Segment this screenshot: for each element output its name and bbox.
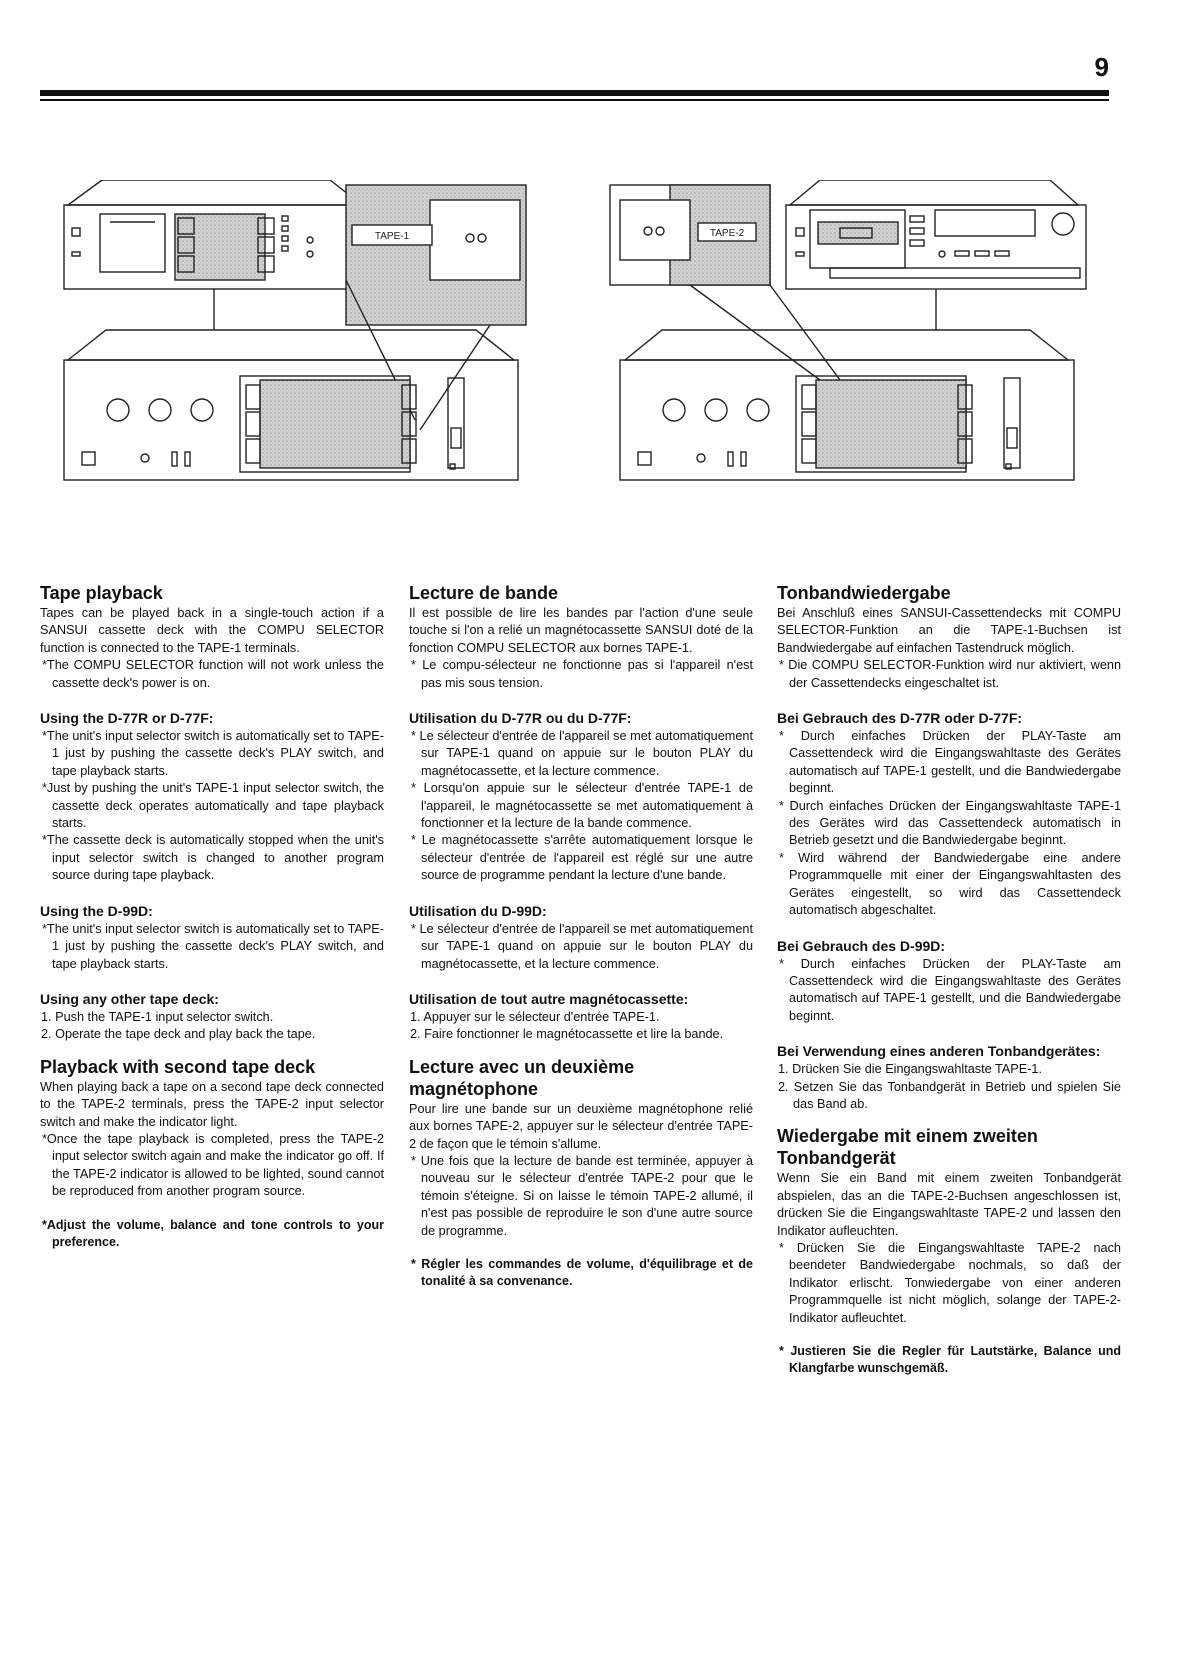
list-item: *The unit's input selector switch is automatically set to TAPE-1 just by pushing the cassette deck's PLAY switch, and tape playback starts. [42,921,384,971]
column-german [777,582,1121,1378]
section-title: Tape playback [40,583,163,603]
final-note: * Justieren Sie die Regler für Lautstärke, Balance und Klangfarbe wunschgemäß. [779,1344,1121,1376]
note: *The COMPU SELECTOR function will not work unless the cassette deck's power is on. [42,658,384,690]
note: *Once the tape playback is completed, press the TAPE-2 input selector switch again and make the indicator go off. If the TAPE-2 indicator is allowed to be lighted, sound cannot be reproduced from another program source. [42,1131,384,1199]
section-title: Lecture de bande [409,583,559,603]
list-item: 2. Operate the tape deck and play back the tape. [41,1027,316,1042]
cassette-deck-left [64,180,364,289]
list-item: * Le sélecteur d'entrée de l'appareil se met automatiquement sur TAPE-1 quand on appuie sur le bouton PLAY du magnétocassette, et la lecture commence. [411,921,753,971]
paragraph: Pour lire une bande sur un deuxième magnétophone relié aux bornes TAPE-2, appuyer sur le sélecteur d'entrée TAPE-2 de façon que le témoin s'allume. [409,1101,753,1151]
zoom-inset-left [346,185,526,325]
paragraph: Bei Anschluß eines SANSUI-Cassettendecks mit COMPU SELECTOR-Funktion an die TAPE-1-Buchsen ist Bandwiedergabe auf einfachen Tastendruck möglich. [777,606,1121,655]
list-item: * Durch einfaches Drücken der PLAY-Taste am Cassettendeck wird die Eingangswahltaste des Gerätes automatisch auf TAPE-1 gestellt, und die Bandwiedergabe beginnt. [779,956,1121,1023]
subheading: Bei Gebrauch des D-99D: [777,937,946,954]
connection-illustration [50,180,1130,530]
note: * Le compu-sélecteur ne fonctionne pas si l'appareil n'est pas mis sous tension. [411,658,753,690]
amplifier-left [64,330,518,480]
list-item: * Durch einfaches Drücken der PLAY-Taste am Cassettendeck wird die Eingangswahltaste des Gerätes automatisch auf TAPE-1 gestellt, und die Bandwiedergabe beginnt. [779,729,1121,796]
header-rule [40,90,1109,96]
list-item: *The unit's input selector switch is automatically set to TAPE-1 just by pushing the cassette deck's PLAY switch, and tape playback starts. [42,729,384,778]
column-english [40,582,384,1251]
note: * Drücken Sie die Eingangswahltaste TAPE-2 nach beendeter Bandwiedergabe nochmals, so daß der Indikator erlischt. Tonwiedergabe von einer anderen Programmquelle ist nicht möglich, solange der TAPE-2-Indikator aufleuchtet. [779,1240,1121,1325]
list-item: * Le magnétocassette s'arrête automatiquement lorsque le sélecteur d'entrée de l'appareil est réglé sur une autre source de programme pendant la lecture d'une bande. [411,833,753,883]
tape-1-label: TAPE-1 [374,231,410,242]
final-note: * Régler les commandes de volume, d'équilibrage et de tonalité à sa convenance. [411,1256,753,1289]
column-french [409,582,753,1291]
paragraph: When playing back a tape on a second tape deck connected to the TAPE-2 terminals, press the TAPE-2 input selector switch and make the indicator light. [40,1079,384,1129]
list-item: * Lorsqu'on appuie sur le sélecteur d'entrée TAPE-1 de l'appareil, le magnétocassette se met automatiquement à fonctionner et la lecture de la bande commence. [411,781,753,831]
cassette-deck-right [786,180,1086,289]
list-item: * Durch einfaches Drücken der Eingangswahltaste TAPE-1 des Gerätes wird das Cassettendeck automatisch in Betrieb gesetzt und die Bandwiedergabe beginnt. [779,798,1121,848]
list-item: 2. Faire fonctionner le magnétocassette et lire la bande. [410,1027,724,1042]
subheading: Bei Verwendung eines anderen Tonbandgerätes: [777,1043,1101,1060]
paragraph: Wenn Sie ein Band mit einem zweiten Tonbandgerät abspielen, das an die TAPE-2-Buchsen angeschlossen ist, drücken Sie die Eingangswahltaste TAPE-2 und lassen den Indikator aufleuchten. [777,1171,1121,1238]
paragraph: Tapes can be played back in a single-touch action if a SANSUI cassette deck with the COMPU SELECTOR function is connected to the TAPE-1 terminals. [40,606,384,655]
note: * Die COMPU SELECTOR-Funktion wird nur aktiviert, wenn der Cassettendecks eingeschaltet ist. [779,658,1121,690]
zoom-inset-right [610,185,770,285]
tape-2-label: TAPE-2 [709,228,745,239]
paragraph: Il est possible de lire les bandes par l'action d'une seule touche si l'on a relié un magnétocassette SANSUI doté de la fonction COMPU SELECTOR aux bornes TAPE-1. [409,606,753,655]
subheading: Bei Gebrauch des D-77R oder D-77F: [777,710,1023,727]
list-item: 1. Appuyer sur le sélecteur d'entrée TAPE-1. [410,1009,660,1024]
section-title: Playback with second tape deck [40,1056,316,1077]
subheading: Utilisation du D-99D: [409,902,547,919]
list-item: * Le sélecteur d'entrée de l'appareil se met automatiquement sur TAPE-1 quand on appuie sur le bouton PLAY du magnétocassette, et la lecture commence. [411,729,753,778]
section-title: Lecture avec un deuxième magnétophone [409,1056,635,1099]
list-item: *The cassette deck is automatically stopped when the unit's input selector switch is changed to another program source during tape playback. [42,833,384,883]
subheading: Using the D-99D: [40,902,153,919]
section-title: Wiedergabe mit einem zweiten Tonbandgerät [777,1126,1038,1169]
list-item: 1. Push the TAPE-1 input selector switch. [41,1009,274,1024]
subheading: Utilisation de tout autre magnétocassette: [409,990,689,1007]
list-item: *Just by pushing the unit's TAPE-1 input selector switch, the cassette deck operates automatically and tape playback starts. [42,781,384,831]
section-title: Tonbandwiedergabe [777,583,951,603]
list-item: 1. Drücken Sie die Eingangswahltaste TAPE-1. [778,1062,1042,1077]
note: * Une fois que la lecture de bande est terminée, appuyer à nouveau sur le sélecteur d'entrée TAPE-2 pour que le témoin s'éteigne. Si on laisse le témoin TAPE-2 allumé, il n'est pas possible de reproduire le son d'une autre source de programme. [411,1153,753,1238]
list-item: 2. Setzen Sie das Tonbandgerät in Betrieb und spielen Sie das Band ab. [778,1079,1121,1111]
header-rule-thin [40,99,1109,101]
subheading: Utilisation du D-77R ou du D-77F: [409,710,632,727]
page-number: 9 [1094,52,1109,82]
subheading: Using the D-77R or D-77F: [40,710,214,727]
final-note: *Adjust the volume, balance and tone controls to your preference. [42,1217,384,1249]
list-item: * Wird während der Bandwiedergabe eine andere Programmquelle mit einer der Eingangswahltasten des Gerätes eingestellt, so wird das Cassettendeck automatisch abgeschaltet. [779,850,1121,918]
subheading: Using any other tape deck: [40,990,219,1007]
amplifier-right [620,330,1074,480]
